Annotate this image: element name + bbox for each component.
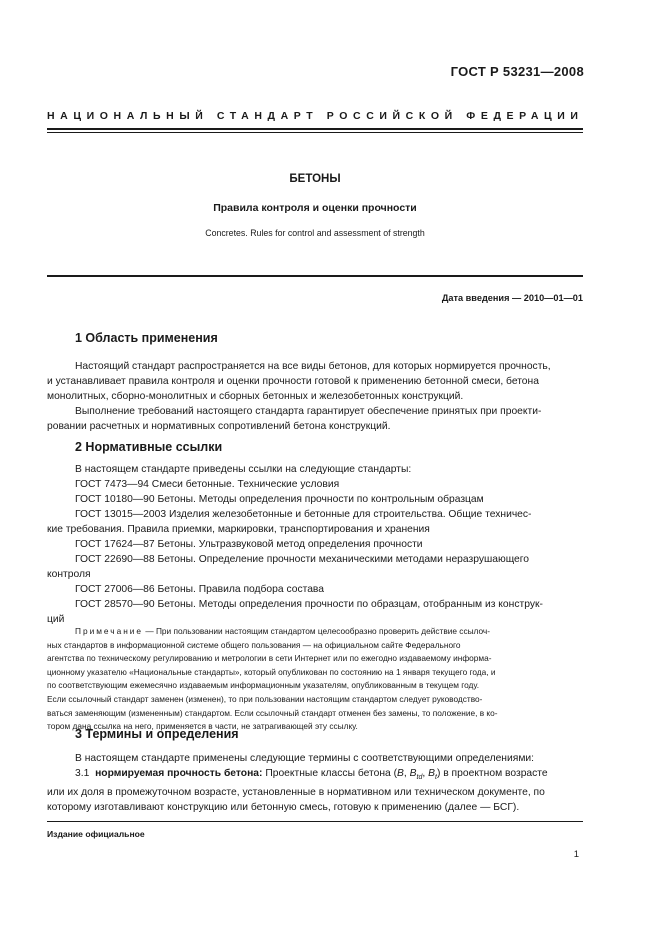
reference-item: ГОСТ 7473—94 Смеси бетонные. Технические условия [75, 479, 340, 490]
section-2-heading: 2 Нормативные ссылки [75, 440, 223, 454]
term-definition-continued: или их доля в промежуточном возрасте, установленные в нормативном или техническом документе, по [47, 787, 545, 799]
reference-item: ГОСТ 27006—86 Бетоны. Правила подбора состава [75, 584, 325, 595]
symbol: B [428, 768, 435, 779]
term-definition: ) в проектном возрасте [436, 768, 548, 779]
section-1-heading: 1 Область применения [75, 331, 218, 345]
symbol-subscript: td [416, 774, 423, 782]
note-text: ных стандартов в информационной системе общего пользования — на официальном сайте Федерального [47, 639, 461, 650]
title-rule [47, 275, 583, 277]
term-number: 3.1 [75, 768, 90, 779]
section-3-intro: В настоящем стандарте применены следующие термины с соответствующими определениями: [75, 753, 535, 764]
document-subtitle: Правила контроля и оценки прочности [213, 202, 417, 214]
references-list [47, 462, 583, 627]
note-text: ваться заменяющим (измененным) стандартом. Если ссылочный стандарт отменен без замены, то положение, в ко- [47, 707, 498, 718]
term-definition-continued: которому изготавливают конструкцию или бетонную смесь, готовую к применению (далее — БСГ). [47, 802, 520, 814]
term-3-1: 3.1 нормируемая прочность бетона: Проектные классы бетона (B, $B_{td}$, $B_t$) в проектном возрасте [75, 768, 548, 782]
section-1-paragraph-2 [47, 404, 583, 434]
references-note [47, 625, 583, 734]
section-3-body [47, 751, 583, 815]
section-3-heading: 3 Термины и определения [75, 727, 239, 741]
reference-item: ГОСТ 28570—90 Бетоны. Методы определения прочности по образцам, отобранным из конструк- [75, 599, 543, 610]
symbol: B [397, 768, 404, 779]
note-text: ционному указателю «Национальные стандарты», который опубликован по состоянию на 1 января текущего года, и [47, 666, 496, 677]
reference-item: ГОСТ 22690—88 Бетоны. Определение прочности механическими методами неразрушающего [75, 554, 530, 565]
note-text: агентства по техническому регулированию и метрологии в сети Интернет или по ежегодно издаваемому информа- [47, 653, 492, 664]
edition-label: Издание официальное [47, 829, 145, 839]
national-standard-banner: НАЦИОНАЛЬНЫЙ СТАНДАРТ РОССИЙСКОЙ ФЕДЕРАЦИИ [47, 110, 584, 122]
header-rule-thin [47, 132, 583, 133]
text-line: и устанавливает правила контроля и оценки прочности готовой к применению бетонной смеси, бетона [47, 376, 539, 387]
text-line: Настоящий стандарт распространяется на все виды бетонов, для которых нормируется прочность, [75, 361, 551, 372]
document-title: БЕТОНЫ [289, 173, 341, 185]
note-label: Примечание [75, 626, 144, 636]
symbol: B [409, 768, 417, 779]
section-1-paragraph-1 [47, 359, 583, 404]
header-rule-thick [47, 128, 583, 130]
symbol-subscript: t [434, 774, 437, 782]
page-number: 1 [573, 849, 579, 860]
text-line: монолитных, сборно-монолитных и сборных бетонных и железобетонных конструкций. [47, 391, 464, 402]
reference-item-continued: ций [47, 614, 65, 625]
reference-item: ГОСТ 13015—2003 Изделия железобетонные и бетонные для строительства. Общие техничес- [75, 509, 532, 520]
note-text: — При пользовании настоящим стандартом целесообразно проверить действие ссылоч- [143, 626, 491, 636]
references-intro: В настоящем стандарте приведены ссылки на следующие стандарты: [75, 464, 412, 475]
note-text: по соответствующим ежемесячно издаваемым информационным указателям, опубликованным в текущем году. [47, 680, 480, 691]
standard-number: ГОСТ Р 53231—2008 [450, 64, 584, 79]
text-line: Выполнение требований настоящего стандарта гарантирует обеспечение принятых при проекти- [75, 406, 542, 417]
term-name: нормируемая прочность бетона: [95, 768, 263, 779]
footer-rule [47, 821, 583, 822]
reference-item-continued: контроля [47, 569, 91, 580]
term-definition: Проектные классы бетона ( [262, 768, 398, 779]
note-text: Если ссылочный стандарт заменен (изменен), то при пользовании настоящим стандартом следует руководство- [47, 693, 483, 704]
reference-item: ГОСТ 17624—87 Бетоны. Ультразвуковой метод определения прочности [75, 539, 423, 550]
text-line: ровании расчетных и нормативных сопротивлений бетона конструкций. [47, 421, 391, 432]
note-text: тором дана ссылка на него, применяется в части, не затрагивающей эту ссылку. [47, 721, 358, 732]
document-title-english: Concretes. Rules for control and assessment of strength [205, 228, 425, 238]
reference-item-continued: кие требования. Правила приемки, маркировки, транспортирования и хранения [47, 524, 430, 535]
introduction-date: Дата введения — 2010—01—01 [441, 293, 583, 303]
reference-item: ГОСТ 10180—90 Бетоны. Методы определения прочности по контрольным образцам [75, 494, 484, 505]
